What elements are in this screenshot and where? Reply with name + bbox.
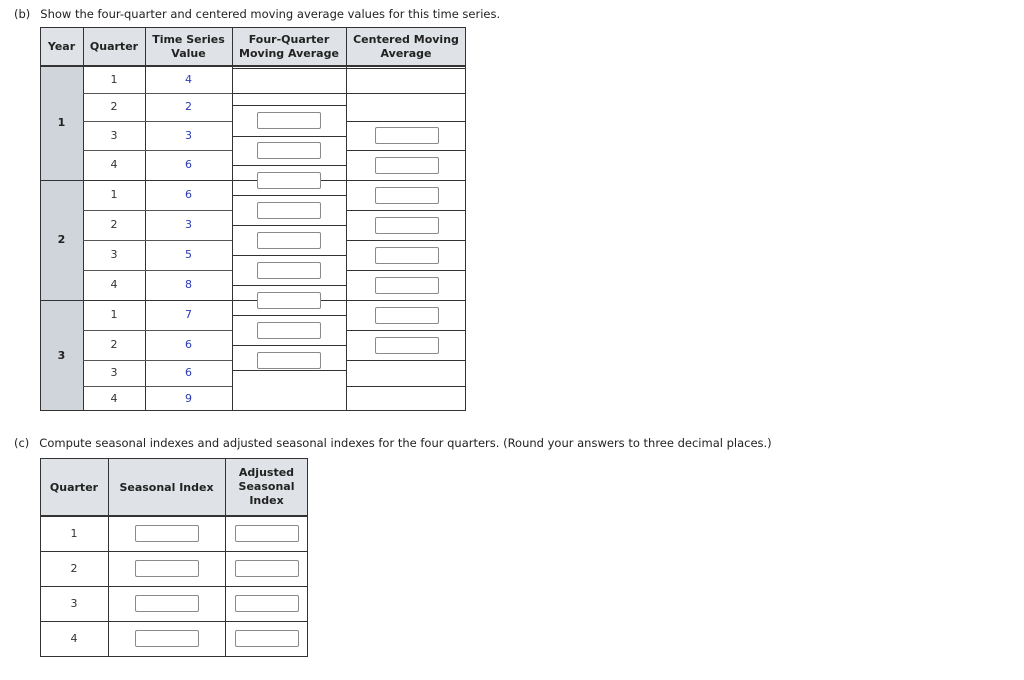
time-series-value-cell: 6 xyxy=(185,338,192,351)
part-b-text: Show the four-quarter and centered moving average values for this time series. xyxy=(40,7,501,21)
four-quarter-moving-average-input-7[interactable] xyxy=(257,292,321,309)
four-quarter-moving-average-input-6[interactable] xyxy=(257,262,321,279)
quarter-cell: 1 xyxy=(70,526,78,540)
adjusted-seasonal-index-input-4[interactable] xyxy=(235,630,299,647)
quarter-cell: 4 xyxy=(70,632,78,645)
adjusted-seasonal-index-input-1[interactable] xyxy=(235,525,299,542)
quarter-cell: 1 xyxy=(110,308,118,321)
seasonal-index-input-4[interactable] xyxy=(135,630,199,647)
time-series-value-cell: 7 xyxy=(185,308,192,321)
header-seasonal-index: Seasonal Index xyxy=(119,481,214,494)
centered-moving-average-input-2[interactable] xyxy=(375,157,439,174)
time-series-value-cell: 3 xyxy=(185,218,192,231)
four-quarter-moving-average-input-2[interactable] xyxy=(257,142,321,159)
quarter-cell: 1 xyxy=(110,188,118,201)
centered-moving-average-input-8[interactable] xyxy=(375,337,439,354)
time-series-value-cell: 9 xyxy=(185,391,192,405)
quarter-cell: 4 xyxy=(110,278,118,291)
adjusted-seasonal-index-input-3[interactable] xyxy=(235,595,299,612)
time-series-value-cell: 6 xyxy=(185,366,192,379)
year-label: 3 xyxy=(57,348,66,362)
quarter-cell: 4 xyxy=(110,158,118,171)
part-c-prompt xyxy=(14,436,772,450)
time-series-value-cell: 4 xyxy=(185,72,192,86)
four-quarter-moving-average-input-8[interactable] xyxy=(257,322,321,339)
header-quarter: Quarter xyxy=(89,40,139,53)
header-time-series-value: Time Series Value xyxy=(152,33,225,60)
four-quarter-moving-average-input-5[interactable] xyxy=(257,232,321,249)
quarter-cell: 3 xyxy=(70,596,78,610)
quarter-cell: 3 xyxy=(110,128,118,142)
four-quarter-moving-average-input-9[interactable] xyxy=(257,352,321,369)
time-series-value-cell: 6 xyxy=(185,188,192,201)
quarter-cell: 3 xyxy=(110,366,118,379)
header-quarter: Quarter xyxy=(49,481,99,494)
quarter-cell: 2 xyxy=(110,218,118,231)
seasonal-index-input-3[interactable] xyxy=(135,595,199,612)
time-series-value-cell: 6 xyxy=(185,158,192,171)
quarter-cell: 2 xyxy=(70,561,78,575)
quarter-cell: 3 xyxy=(110,248,118,261)
centered-moving-average-input-7[interactable] xyxy=(375,307,439,324)
quarter-cell: 2 xyxy=(110,338,118,351)
quarter-cell: 1 xyxy=(110,72,118,86)
part-c-label: (c) xyxy=(14,436,30,450)
time-series-value-cell: 5 xyxy=(185,248,192,261)
centered-moving-average-input-5[interactable] xyxy=(375,247,439,264)
quarter-cell: 2 xyxy=(110,100,118,113)
four-quarter-moving-average-input-4[interactable] xyxy=(257,202,321,219)
year-label: 1 xyxy=(57,116,66,129)
part-c-text: Compute seasonal indexes and adjusted seasonal indexes for the four quarters. (Round your answers to three decimal places.) xyxy=(39,436,772,450)
centered-moving-average-input-4[interactable] xyxy=(375,217,439,234)
centered-moving-average-input-3[interactable] xyxy=(375,187,439,204)
adjusted-seasonal-index-input-2[interactable] xyxy=(235,560,299,577)
header-adjusted-seasonal-index: Adjusted Seasonal Index xyxy=(238,466,295,507)
quarter-cell: 4 xyxy=(110,391,118,405)
four-quarter-moving-average-input-1[interactable] xyxy=(257,112,321,129)
seasonal-index-input-2[interactable] xyxy=(135,560,199,577)
part-b-label: (b) xyxy=(14,7,31,21)
header-year: Year xyxy=(47,40,76,53)
time-series-value-cell: 3 xyxy=(185,128,192,142)
time-series-value-cell: 2 xyxy=(185,100,192,113)
header-four-quarter-moving-average: Four-Quarter Moving Average xyxy=(239,33,339,60)
centered-moving-average-input-1[interactable] xyxy=(375,127,439,144)
seasonal-index-input-1[interactable] xyxy=(135,525,199,542)
centered-moving-average-input-6[interactable] xyxy=(375,277,439,294)
four-quarter-moving-average-input-3[interactable] xyxy=(257,172,321,189)
year-label: 2 xyxy=(57,233,66,246)
header-centered-moving-average: Centered Moving Average xyxy=(353,33,459,60)
time-series-value-cell: 8 xyxy=(185,278,192,291)
